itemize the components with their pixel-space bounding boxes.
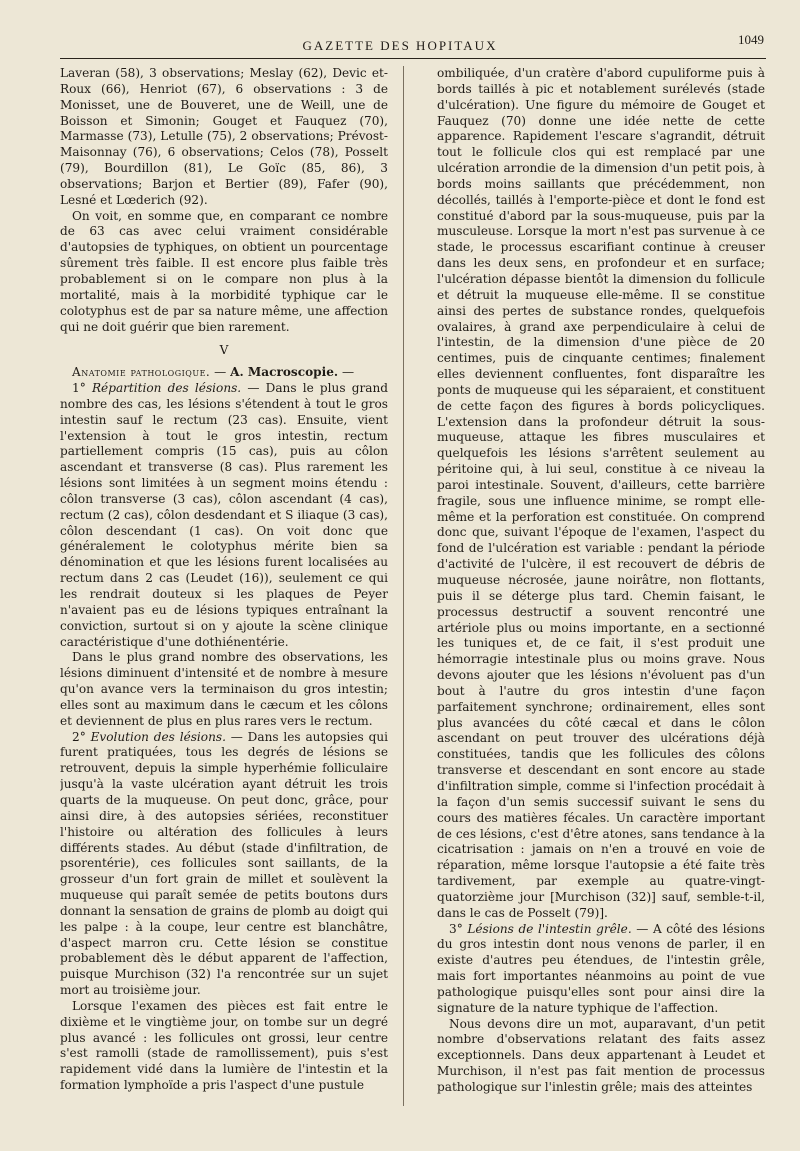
subsection-number: 3°: [449, 921, 468, 936]
running-title: GAZETTE DES HOPITAUX: [302, 38, 498, 53]
page-header: [0, 30, 800, 60]
body-paragraph: On voit, en somme que, en comparant ce nombre de 63 cas avec celui vraiment considérable d'autopsies de typhiques, on obtient un pourcentage sûrement très faible. Il est encore plus faible très probablement si on le compare non plus à la mortalité, mais à la morbidité typhique car le colotyphus est de par sa nature même, une affection qui ne doit guérir que bien rarement.: [60, 208, 388, 334]
body-paragraph: [60, 381, 388, 650]
header-rule: [60, 58, 766, 59]
page-number: 1049: [738, 32, 764, 47]
body-paragraph: Dans le plus grand nombre des observations, les lésions diminuent d'intensité et de nombre à mesure qu'on avance vers la terminaison du gros intestin; elles sont au maximum dans le cæcum et les côlons et deviennent de plus en plus rares vers le rectum.: [60, 650, 388, 728]
subsection-title: Lésions de l'intestin grêle.: [467, 921, 632, 936]
references-paragraph: Laveran (58), 3 observations; Meslay (62), Devic et-Roux (66), Henriot (67), 6 observations : 3 de Monisset, une de Bouveret, une de Weill, une de Boisson et Simonin; Gouget et Fauquez (70), Marmasse (73), Letulle (75), 2 observations; Prévost-Maisonnay (76), 6 observations; Celos (78), Posselt (79), Bourdillon (81), Le Goïc (85, 86), 3 observations; Barjon et Bertier (89), Fafer (90), Lesné et Lœderich (92).: [60, 66, 388, 207]
section-heading-title: A. Macroscopie.: [230, 365, 339, 380]
subsection-text: — A côté des lésions du gros intestin dont nous venons de parler, il en existe d'autres peu étendues, de l'intestin grêle, mais fort importantes néanmoins au point de vue pathologique puisqu'elles sont pour ainsi dire la signature de la nature typhique de l'affection.: [437, 921, 765, 1015]
subsection-text: — Dans les autopsies qui furent pratiquées, tous les degrés de lésions se retrouvent, depuis la simple hyperhémie folliculaire jusqu'à la vaste ulcération ayant détruit les trois quarts de la muqueuse. On peut donc, grâce, pour ainsi dire, à des autopsies sériées, reconstituer l'histoire ou altération des follicules à leurs différents stades. Au début (stade d'infiltration, de psorentérie), ces follicules sont saillants, de la grosseur d'un fort grain de millet et soulèvent la muqueuse qui paraît semée de petits boutons durs donnant la sensation de grains de plomb au doigt qui les palpe : à la coupe, leur centre est blanchâtre, d'aspect marron cru. Cette lésion se constitue probablement dès le début apparent de l'affection, puisque Murchison (32) l'a rencontrée sur un sujet mort au troisième jour.: [60, 729, 388, 998]
subsection-text: — Dans le plus grand nombre des cas, les lésions s'étendent à tout le gros intestin sauf le rectum (23 cas). Ensuite, vient l'extension à tout le gros intestin, rectum partiellement compris (15 cas), puis au côlon ascendant et transverse (8 cas). Plus rarement les lésions sont limitées à un segment moins étendu : côlon transverse (3 cas), côlon ascendant (4 cas), rectum (2 cas), côlon desdendant et S iliaque (3 cas), côlon descendant (1 cas). On voit donc que généralement le colotyphus mérite bien sa dénomination et que les lésions furent localisées au rectum dans 2 cas (Leudet (16)), seulement ce qui les rendrait douteux si les plaques de Peyer n'avaient pas eu de lésions typiques entraînant la conviction, surtout si on y ajoute la scène clinique caractéristique d'une dothiénentérie.: [60, 381, 388, 649]
section-heading-paragraph: [60, 365, 388, 381]
body-paragraph: [437, 922, 765, 1017]
section-number: V: [219, 343, 229, 358]
body-paragraph: ombiliquée, d'un cratère d'abord cupuliforme puis à bords taillés à pic et notablement surélevés (stade d'ulcération). Une figure du mémoire de Gouget et Fauquez (70) donne une idée nette de cette apparence. Rapidement l'escare s'agrandit, détruit tout le follicule clos qui est remplacé par une ulcération arrondie de la dimension d'un petit pois, à bords moins saillants que précédemment, non décollés, taillés à l'emporte-pièce et dont le fond est constitué d'abord par la sous-muqueuse, puis par la musculeuse. Lorsque la mort n'est pas survenue à ce stade, le processus escarifiant continue à creuser dans les deux sens, en profondeur et en surface; l'ulcération dépasse bientôt la dimension du follicule et détruit la muqueuse elle-même. Il se constitue ainsi des pertes de substance rondes, quelquefois ovalaires, à grand axe perpendiculaire à celui de l'intestin, de la dimension d'une pièce de 20 centimes, puis de cinquante centimes; finalement elles deviennent confluentes, font disparaître les ponts de muqueuse qui les séparaient, et constituent de cette façon des figures à bords policycliques. L'extension dans la profondeur détruit la sous-muqueuse, attaque les fibres musculaires et quelquefois les lésions s'arrêtent seulement au péritoine qui, à lui seul, constitue à ce niveau la paroi intestinale. Souvent, d'ailleurs, cette barrière fragile, sous une influence minime, se rompt elle-même et la perforation est constituée. On comprend donc que, suivant l'époque de l'examen, l'aspect du fond de l'ulcération est variable : pendant la période d'activité de l'ulcère, il est recouvert de débris de muqueuse nécrosée, jaune noirâtre, non flottants, puis il se déterge plus tard. Chemin faisant, le processus destructif a souvent rencontré une artériole plus ou moins importante, en a sectionné les tuniques et, de ce fait, il s'est produit une hémorragie intestinale plus ou moins grave. Nous devons ajouter que les lésions n'évoluent pas d'un bout à l'autre du gros intestin d'une façon parfaitement synchrone; ordinairement, elles sont plus avancées du côté cæcal et dans le côlon ascendant on peut trouver des ulcérations déjà constituées, tandis que les follicules des côlons transverse et descendant en sont encore au stade d'infiltration simple, comme si l'infection procédait à la façon d'un semis successif suivant le sens du cours des matières fécales. Un caractère important de ces lésions, c'est d'être atones, sans tendance à la cicatrisation : jamais on n'en a trouvé en voie de réparation, même lorsque l'autopsie a été faite très tardivement, par exemple au quatre-vingt-quatorzième jour [Murchison (32)] sauf, semble-t-il, dans le cas de Posselt (79)].: [437, 66, 765, 920]
heading-dash: —: [210, 365, 231, 380]
column-divider: [403, 66, 404, 1106]
body-paragraph: Lorsque l'examen des pièces est fait entre le dixième et le vingtième jour, on tombe sur un degré plus avancé : les follicules ont grossi, leur centre s'est ramolli (stade de ramollissement), puis s'est rapidement vidé dans la lumière de l'intestin et la formation lymphoïde a pris l'aspect d'une pustule: [60, 998, 388, 1093]
subsection-title: Répartition des lésions.: [91, 381, 242, 396]
left-column: [60, 66, 388, 1106]
body-paragraph: [60, 730, 388, 999]
subsection-title: Evolution des lésions.: [90, 729, 226, 744]
section-heading-label: Anatomie pathologique.: [72, 365, 211, 380]
heading-dash-after: —: [338, 365, 355, 380]
subsection-number: 2°: [72, 729, 91, 744]
right-column: [437, 66, 765, 1106]
subsection-number: 1°: [72, 381, 92, 396]
body-paragraph: Nous devons dire un mot, auparavant, d'un petit nombre d'observations relatant des faits assez exceptionnels. Dans deux appartenant à Leudet et Murchison, il n'est pas fait mention de processus pathologique sur l'inlestin grêle; mais des atteintes: [437, 1016, 765, 1094]
